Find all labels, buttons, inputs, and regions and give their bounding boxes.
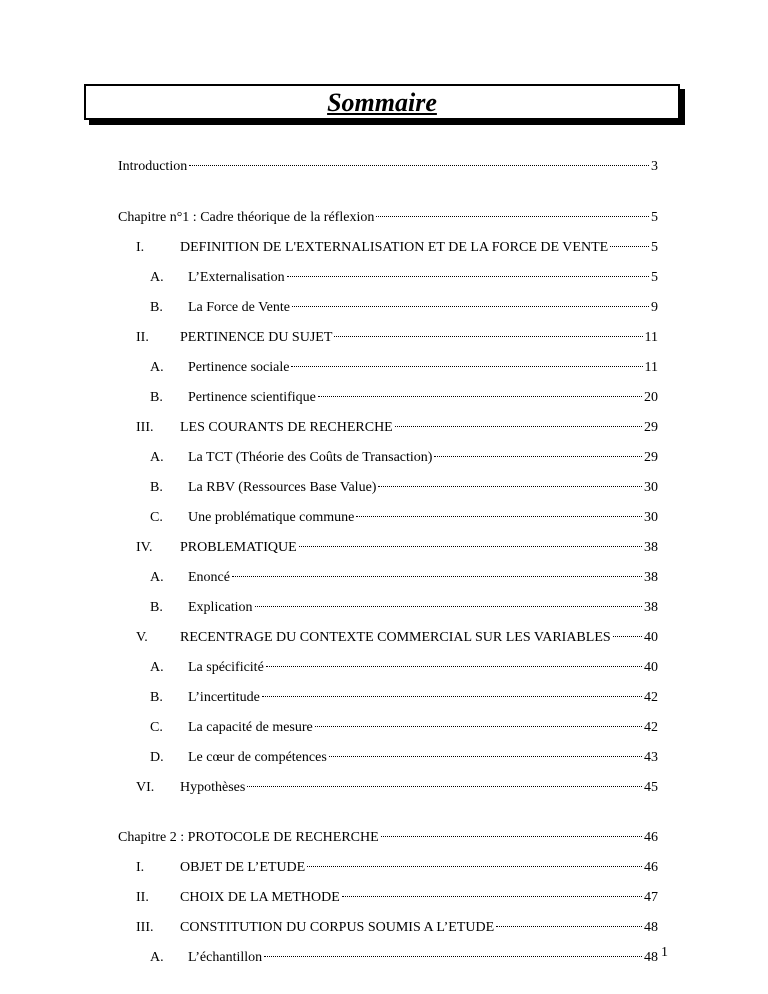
toc-entry[interactable] — [136, 858, 658, 878]
toc-entry-label: CHOIX DE LA METHODE — [180, 890, 340, 905]
toc-entry-page: 9 — [651, 300, 658, 315]
dot-leader — [376, 216, 649, 217]
toc-entry-number: B. — [150, 600, 163, 615]
toc-entry-label: L’échantillon — [188, 950, 263, 965]
toc-entry[interactable] — [136, 778, 658, 798]
toc-entry-number: VI. — [136, 780, 155, 795]
dot-leader — [356, 516, 642, 517]
toc-entry-number: B. — [150, 480, 163, 495]
toc-entry-label: Chapitre 2 : PROTOCOLE DE RECHERCHE — [118, 830, 379, 845]
dot-leader — [232, 576, 642, 577]
toc-entry-page: 11 — [644, 360, 658, 375]
page-number: 1 — [661, 945, 668, 960]
toc-entry-number: A. — [150, 660, 164, 675]
toc-entry-page: 40 — [644, 630, 658, 645]
toc-entry-label: Chapitre n°1 : Cadre théorique de la réflexion — [118, 210, 375, 225]
dot-leader — [496, 926, 642, 927]
toc-entry-label: RECENTRAGE DU CONTEXTE COMMERCIAL SUR LES VARIABLES — [180, 630, 611, 645]
toc-entry[interactable] — [150, 478, 658, 498]
toc-entry[interactable] — [150, 448, 658, 468]
toc-entry-page: 38 — [644, 600, 658, 615]
toc-entry-label: Pertinence scientifique — [188, 390, 316, 405]
toc-entry-number: V. — [136, 630, 148, 645]
toc-entry-number: C. — [150, 510, 163, 525]
toc-entry[interactable] — [150, 718, 658, 738]
toc-entry-label: Hypothèses — [180, 780, 246, 795]
dot-leader — [613, 636, 642, 637]
toc-entry-label: CONSTITUTION DU CORPUS SOUMIS A L’ETUDE — [180, 920, 495, 935]
toc-entry[interactable] — [118, 208, 658, 228]
toc-entry[interactable] — [136, 918, 658, 938]
dot-leader — [247, 786, 642, 787]
toc-entry-page: 46 — [644, 830, 658, 845]
dot-leader — [189, 165, 649, 166]
toc-entry-page: 30 — [644, 510, 658, 525]
dot-leader — [342, 896, 642, 897]
toc-entry[interactable] — [136, 418, 658, 438]
toc-entry[interactable] — [150, 298, 658, 318]
toc-entry-number: B. — [150, 390, 163, 405]
toc-entry-number: D. — [150, 750, 164, 765]
toc-entry[interactable] — [150, 358, 658, 378]
dot-leader — [329, 756, 642, 757]
toc-entry-label: PROBLEMATIQUE — [180, 540, 297, 555]
toc-entry[interactable] — [150, 268, 658, 288]
dot-leader — [255, 606, 642, 607]
dot-leader — [378, 486, 642, 487]
toc-entry[interactable] — [150, 568, 658, 588]
toc-entry[interactable] — [150, 508, 658, 528]
toc-entry-page: 5 — [651, 270, 658, 285]
dot-leader — [610, 246, 649, 247]
toc-entry-label: L’incertitude — [188, 690, 260, 705]
toc-entry[interactable] — [136, 238, 658, 258]
toc-entry-page: 42 — [644, 690, 658, 705]
toc-entry-label: La RBV (Ressources Base Value) — [188, 480, 377, 495]
toc-entry-page: 38 — [644, 570, 658, 585]
page-title: Sommaire — [327, 88, 437, 117]
title-box — [84, 84, 680, 120]
toc-entry-page: 46 — [644, 860, 658, 875]
toc-entry-page: 5 — [651, 240, 658, 255]
toc-entry-number: B. — [150, 690, 163, 705]
toc-entry[interactable] — [150, 598, 658, 618]
dot-leader — [381, 836, 642, 837]
toc-entry-label: La Force de Vente — [188, 300, 290, 315]
toc-entry[interactable] — [136, 628, 658, 648]
toc-entry[interactable] — [150, 948, 658, 968]
toc-entry-page: 3 — [651, 159, 658, 174]
toc-entry-label: La TCT (Théorie des Coûts de Transaction) — [188, 450, 433, 465]
toc-entry-number: III. — [136, 920, 154, 935]
toc-entry-number: III. — [136, 420, 154, 435]
toc-entry-page: 5 — [651, 210, 658, 225]
toc-entry-label: Le cœur de compétences — [188, 750, 327, 765]
dot-leader — [334, 336, 642, 337]
toc-entry-page: 29 — [644, 450, 658, 465]
toc-entry-label: OBJET DE L’ETUDE — [180, 860, 306, 875]
toc-entry-page: 43 — [644, 750, 658, 765]
toc-entry-page: 45 — [644, 780, 658, 795]
toc-entry-page: 47 — [644, 890, 658, 905]
toc-entry-page: 11 — [644, 330, 658, 345]
toc-entry-label: Une problématique commune — [188, 510, 355, 525]
toc-entry[interactable] — [150, 688, 658, 708]
dot-leader — [315, 726, 642, 727]
toc-entry-number: B. — [150, 300, 163, 315]
toc-entry-page: 30 — [644, 480, 658, 495]
toc-entry-label: DEFINITION DE L'EXTERNALISATION ET DE LA FORCE DE VENTE — [180, 240, 609, 255]
dot-leader — [292, 306, 649, 307]
toc-entry[interactable] — [118, 828, 658, 848]
dot-leader — [395, 426, 642, 427]
toc-entry-number: I. — [136, 860, 145, 875]
toc-entry-number: A. — [150, 270, 164, 285]
toc-entry[interactable] — [118, 157, 658, 177]
toc-entry-number: IV. — [136, 540, 153, 555]
dot-leader — [262, 696, 642, 697]
toc-entry-page: 48 — [644, 950, 658, 965]
toc-entry-label: Explication — [188, 600, 253, 615]
dot-leader — [434, 456, 642, 457]
toc-entry-page: 29 — [644, 420, 658, 435]
toc-entry-label: L’Externalisation — [188, 270, 285, 285]
toc-entry-label: Introduction — [118, 159, 188, 174]
toc-entry-number: A. — [150, 450, 164, 465]
dot-leader — [291, 366, 642, 367]
toc-entry[interactable] — [150, 748, 658, 768]
toc-entry-page: 38 — [644, 540, 658, 555]
toc-entry[interactable] — [136, 538, 658, 558]
toc-entry[interactable] — [150, 388, 658, 408]
dot-leader — [264, 956, 642, 957]
dot-leader — [307, 866, 642, 867]
toc-entry-label: LES COURANTS DE RECHERCHE — [180, 420, 393, 435]
toc-entry-label: Enoncé — [188, 570, 230, 585]
toc-entry-number: A. — [150, 570, 164, 585]
toc-entry-label: La capacité de mesure — [188, 720, 313, 735]
toc-entry[interactable] — [150, 658, 658, 678]
toc-entry-number: A. — [150, 360, 164, 375]
toc-entry-label: La spécificité — [188, 660, 264, 675]
toc-entry-page: 40 — [644, 660, 658, 675]
toc-entry-page: 42 — [644, 720, 658, 735]
toc-entry-label: PERTINENCE DU SUJET — [180, 330, 333, 345]
dot-leader — [299, 546, 642, 547]
toc-entry-number: A. — [150, 950, 164, 965]
toc-entry-label: Pertinence sociale — [188, 360, 290, 375]
dot-leader — [287, 276, 649, 277]
toc-entry[interactable] — [136, 888, 658, 908]
toc-entry-page: 48 — [644, 920, 658, 935]
toc-entry-number: I. — [136, 240, 145, 255]
dot-leader — [266, 666, 642, 667]
toc-entry-number: C. — [150, 720, 163, 735]
toc-entry-number: II. — [136, 330, 149, 345]
toc-entry-number: II. — [136, 890, 149, 905]
toc-entry[interactable] — [136, 328, 658, 348]
toc-entry-page: 20 — [644, 390, 658, 405]
dot-leader — [318, 396, 642, 397]
